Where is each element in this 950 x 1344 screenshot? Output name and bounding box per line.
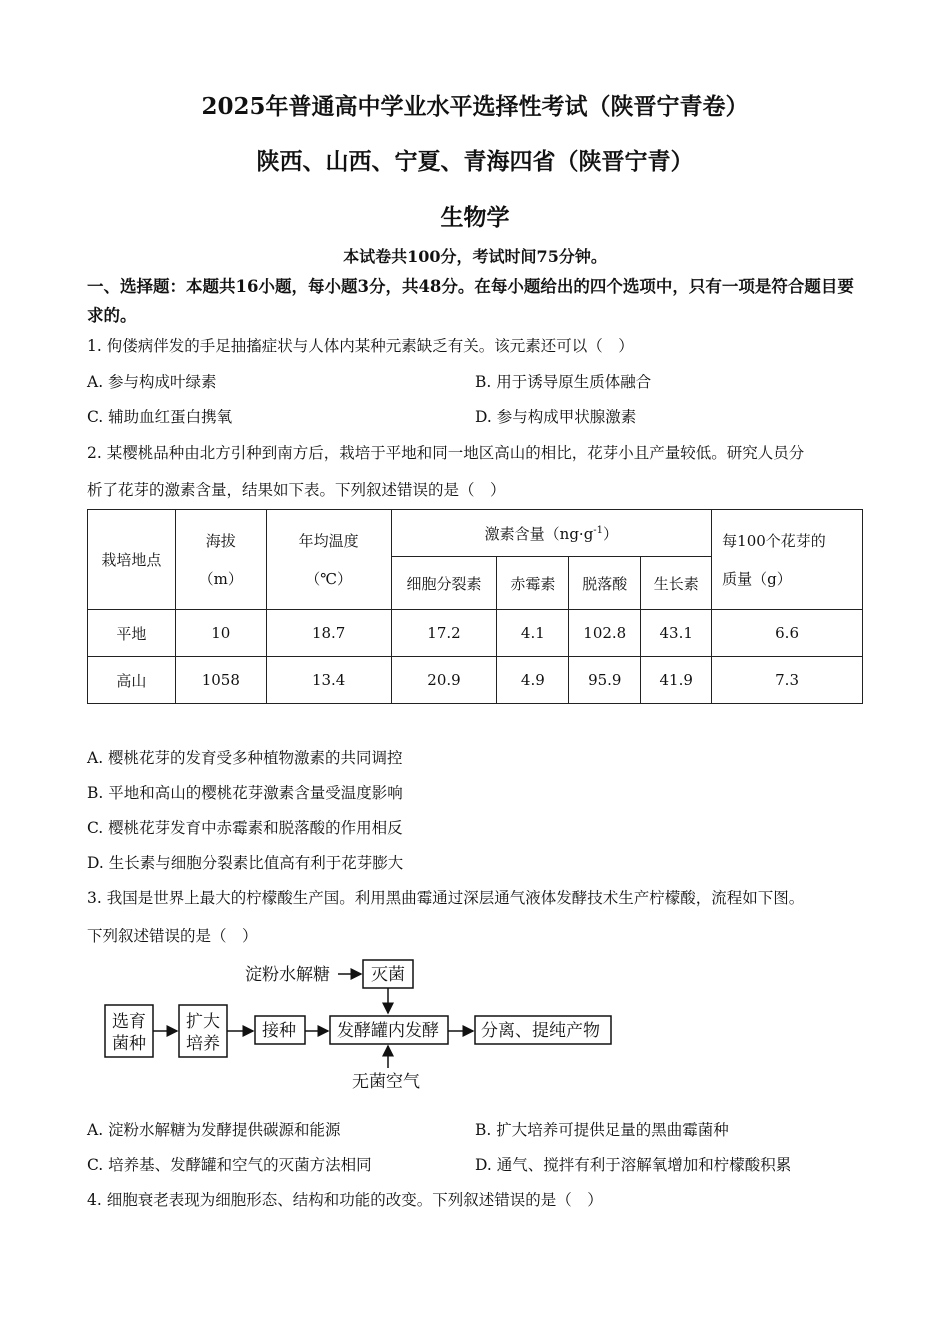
cell-auxin: 43.1 (641, 610, 712, 657)
exam-note: 本试卷共100分，考试时间75分钟。 (343, 247, 607, 266)
q3-option-c: C. 培养基、发酵罐和空气的灭菌方法相同 (87, 1156, 372, 1174)
q2-stem-line2: 析了花芽的激素含量，结果如下表。下列叙述错误的是（ ） (87, 481, 506, 499)
cell-cytokinin: 20.9 (391, 657, 497, 704)
q4-stem: 4. 细胞衰老表现为细胞形态、结构和功能的改变。下列叙述错误的是（ ） (87, 1191, 603, 1209)
cell-gibberellin: 4.1 (497, 610, 569, 657)
q3-stem-line1: 3. 我国是世界上最大的柠檬酸生产国。利用黑曲霉通过深层通气液体发酵技术生产柠檬酸，流程如下图。 (87, 889, 805, 907)
header-site: 栽培地点 (88, 510, 176, 610)
flow-label-inoculate: 接种 (262, 1021, 296, 1041)
table-row (88, 657, 863, 704)
q1-option-a: A. 参与构成叶绿素 (87, 373, 217, 391)
q1-stem: 1. 佝偻病伴发的手足抽搐症状与人体内某种元素缺乏有关。该元素还可以（ ） (87, 337, 634, 355)
flow-label-select-2: 菌种 (112, 1034, 146, 1054)
q1-option-d: D. 参与构成甲状腺激素 (475, 408, 637, 426)
cell-temperature: 13.4 (266, 657, 391, 704)
flow-label-expand-2: 培养 (186, 1034, 220, 1054)
header-altitude: 海拔 （m） (175, 510, 266, 610)
flow-label-air: 无菌空气 (352, 1072, 420, 1092)
cell-site: 平地 (88, 610, 176, 657)
flow-label-ferment: 发酵罐内发酵 (337, 1021, 439, 1041)
flow-label-select-1: 选育 (112, 1012, 146, 1032)
cell-cytokinin: 17.2 (391, 610, 497, 657)
table-row (88, 610, 863, 657)
cell-bud-mass: 7.3 (712, 657, 863, 704)
q1-option-b: B. 用于诱导原生质体融合 (475, 373, 652, 391)
header-gibberellin: 赤霉素 (497, 557, 569, 610)
section-heading: 一、选择题：本题共16小题，每小题3分，共48分。在每小题给出的四个选项中，只有一项是符合题目要求的。 (87, 277, 854, 325)
q2-stem-line1: 2. 某樱桃品种由北方引种到南方后，栽培于平地和同一地区高山的相比，花芽小且产量较低。研究人员分 (87, 444, 805, 462)
q2-option-b: B. 平地和高山的樱桃花芽激素含量受温度影响 (87, 784, 403, 802)
cell-bud-mass: 6.6 (712, 610, 863, 657)
header-hormone-content: 激素含量$(ng\cdot g^{-1})$ (391, 510, 712, 557)
flow-label-expand-1: 扩大 (186, 1012, 220, 1032)
cell-temperature: 18.7 (266, 610, 391, 657)
q3-stem-line2: 下列叙述错误的是（ ） (87, 927, 258, 945)
header-temperature: 年均温度 （℃） (266, 510, 391, 610)
cell-abscisic-acid: 102.8 (569, 610, 641, 657)
flow-label-starch: 淀粉水解糖 (245, 965, 330, 985)
cell-abscisic-acid: 95.9 (569, 657, 641, 704)
cell-altitude: 10 (175, 610, 266, 657)
q2-option-d: D. 生长素与细胞分裂素比值高有利于花芽膨大 (87, 854, 404, 872)
header-bud-mass: 每100个花芽的 质量（g） (712, 510, 863, 610)
exam-region-title: 陕西、山西、宁夏、青海四省（陕晋宁青） (256, 148, 694, 175)
exam-title: 2025年普通高中学业水平选择性考试（陕晋宁青卷） (201, 93, 749, 120)
subject-title: 生物学 (440, 204, 510, 231)
q3-option-d: D. 通气、搅拌有利于溶解氧增加和柠檬酸积累 (475, 1156, 792, 1174)
flow-label-separate: 分离、提纯产物 (481, 1021, 600, 1041)
header-abscisic-acid: 脱落酸 (569, 557, 641, 610)
citric-acid-flowchart (95, 955, 625, 1095)
flow-label-sterilize: 灭菌 (371, 965, 405, 985)
q2-option-c: C. 樱桃花芽发育中赤霉素和脱落酸的作用相反 (87, 819, 403, 837)
cell-altitude: 1058 (175, 657, 266, 704)
hormone-table (87, 509, 863, 704)
header-cytokinin: 细胞分裂素 (391, 557, 497, 610)
cell-gibberellin: 4.9 (497, 657, 569, 704)
q3-option-a: A. 淀粉水解糖为发酵提供碳源和能源 (87, 1121, 341, 1139)
header-auxin: 生长素 (641, 557, 712, 610)
q1-option-c: C. 辅助血红蛋白携氧 (87, 408, 233, 426)
cell-auxin: 41.9 (641, 657, 712, 704)
cell-site: 高山 (88, 657, 176, 704)
q3-option-b: B. 扩大培养可提供足量的黑曲霉菌种 (475, 1121, 729, 1139)
q2-option-a: A. 樱桃花芽的发育受多种植物激素的共同调控 (87, 749, 403, 767)
